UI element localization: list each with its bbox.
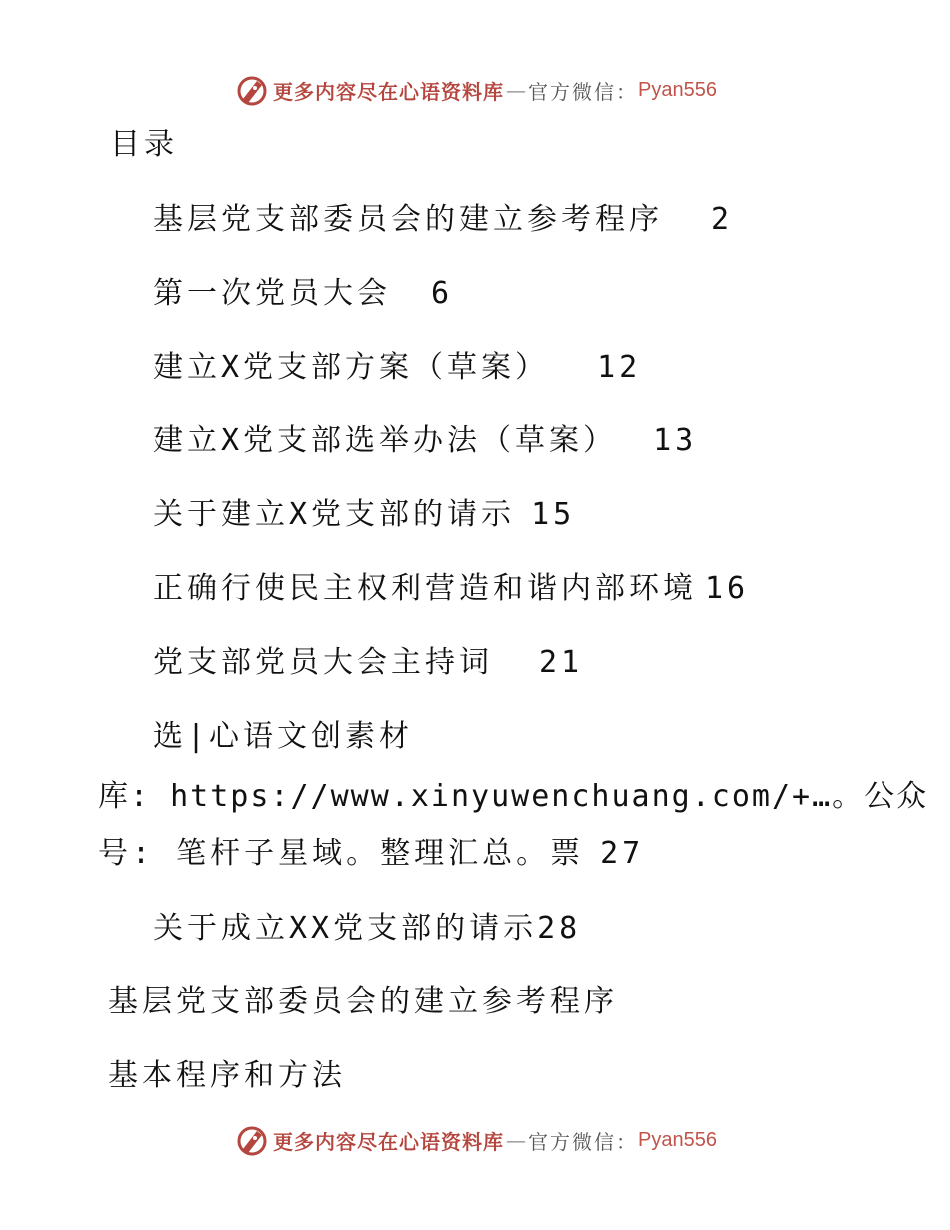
toc-entry-page: 6 <box>431 276 454 311</box>
toc-entry-title: 关于成立XX党支部的请示 <box>153 911 538 946</box>
pen-nib-logo-icon <box>235 1123 269 1157</box>
watermark-dash: — <box>506 1128 526 1152</box>
toc-entry-title: 基层党支部委员会的建立参考程序 <box>153 202 663 237</box>
toc-entry-title: 建立X党支部选举办法（草案） <box>153 423 618 458</box>
watermark-wechat-label: 官方微信： <box>528 79 638 104</box>
toc-entry-page: 27 <box>600 836 645 871</box>
toc-entry-page: 13 <box>653 423 698 458</box>
pen-nib-logo-icon <box>235 73 269 107</box>
toc-entry[interactable] <box>153 495 575 535</box>
toc-entry[interactable] <box>153 348 641 388</box>
toc-entry-page: 28 <box>537 911 582 946</box>
watermark-brand: 更多内容尽在心语资料库 <box>273 79 504 104</box>
toc-long-entry-line2[interactable]: 库: https://www.xinyuwenchuang.com/+…。公众 <box>98 779 929 814</box>
toc-long-entry-line1[interactable]: 选|心语文创素材 <box>153 719 414 754</box>
toc-entry-title: 第一次党员大会 <box>153 276 391 311</box>
toc-entry[interactable] <box>153 569 749 609</box>
toc-entry-title: 建立X党支部方案（草案） <box>153 350 550 385</box>
subsection-title: 基本程序和方法 <box>108 1058 346 1093</box>
toc-entry-page: 2 <box>711 202 734 237</box>
toc-entry-title: 号: 笔杆子星域。整理汇总。票 <box>98 836 585 871</box>
toc-entry-title: 党支部党员大会主持词 <box>153 645 493 680</box>
watermark-dash: — <box>506 78 526 102</box>
watermark-wechat-id: Pyan556 <box>638 1128 717 1151</box>
toc-heading: 目录 <box>110 127 178 162</box>
footer-watermark <box>235 1120 717 1160</box>
toc-entry-title: 正确行使民主权利营造和谐内部环境 <box>153 571 697 606</box>
toc-entry[interactable] <box>153 421 697 461</box>
toc-entry-page: 16 <box>705 571 750 606</box>
watermark-wechat-label: 官方微信： <box>528 1129 638 1154</box>
toc-entry-page: 15 <box>531 497 576 532</box>
toc-entry[interactable] <box>153 909 581 949</box>
toc-entry-page: 12 <box>597 350 642 385</box>
section-title: 基层党支部委员会的建立参考程序 <box>108 984 618 1019</box>
toc-entry-page: 21 <box>539 645 584 680</box>
watermark-wechat-id: Pyan556 <box>638 78 717 101</box>
toc-entry[interactable] <box>153 274 453 314</box>
toc-entry[interactable] <box>153 200 733 240</box>
toc-entry[interactable] <box>153 643 583 683</box>
toc-entry-title: 关于建立X党支部的请示 <box>153 497 516 532</box>
toc-long-entry-line3[interactable] <box>98 834 644 874</box>
header-watermark <box>235 70 717 110</box>
watermark-brand: 更多内容尽在心语资料库 <box>273 1129 504 1154</box>
